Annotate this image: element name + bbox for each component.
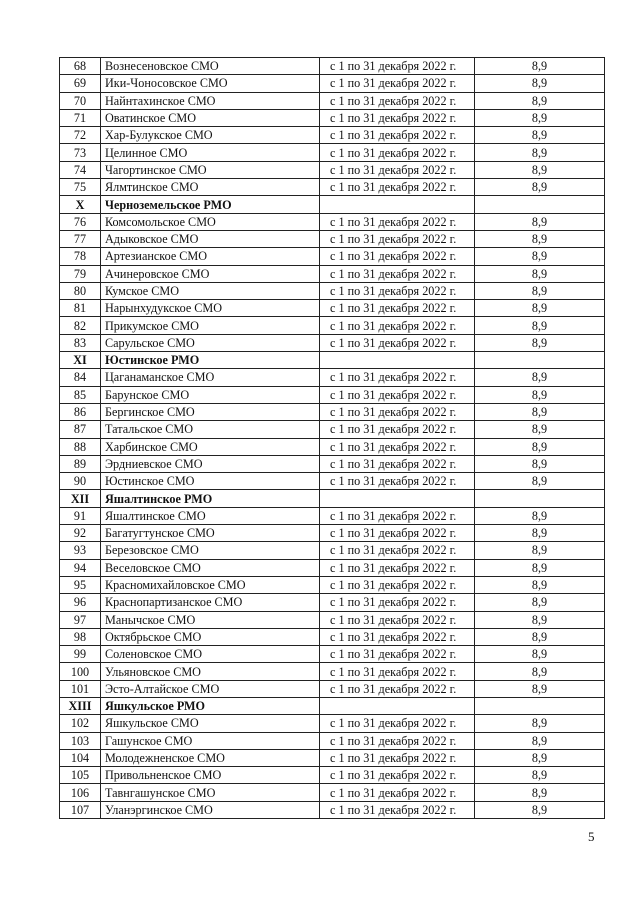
table-row (60, 109, 605, 126)
municipality-name-cell: Красномихайловское СМО (101, 576, 320, 593)
municipality-name-cell: Молодежненское СМО (101, 749, 320, 766)
table-row (60, 715, 605, 732)
municipality-name-cell: Целинное СМО (101, 144, 320, 161)
value-cell (475, 490, 605, 507)
period-cell: с 1 по 31 декабря 2022 г. (320, 317, 475, 334)
municipality-name-cell: Багатугтунское СМО (101, 525, 320, 542)
period-cell: с 1 по 31 декабря 2022 г. (320, 127, 475, 144)
municipality-name-cell: Нарынхудукское СМО (101, 300, 320, 317)
period-cell: с 1 по 31 декабря 2022 г. (320, 438, 475, 455)
municipality-name-cell: Кумское СМО (101, 282, 320, 299)
municipality-name-cell: Цаганаманское СМО (101, 369, 320, 386)
period-cell: с 1 по 31 декабря 2022 г. (320, 594, 475, 611)
period-cell: с 1 по 31 декабря 2022 г. (320, 628, 475, 645)
row-number-cell: 99 (60, 646, 101, 663)
row-number-cell: 79 (60, 265, 101, 282)
period-cell: с 1 по 31 декабря 2022 г. (320, 801, 475, 818)
value-cell: 8,9 (475, 576, 605, 593)
period-cell: с 1 по 31 декабря 2022 г. (320, 230, 475, 247)
municipality-name-cell: Эрдниевское СМО (101, 455, 320, 472)
table-row (60, 179, 605, 196)
table-row (60, 594, 605, 611)
table-row (60, 248, 605, 265)
municipality-name-cell: Прикумское СМО (101, 317, 320, 334)
period-cell: с 1 по 31 декабря 2022 г. (320, 179, 475, 196)
section-row (60, 352, 605, 369)
value-cell: 8,9 (475, 127, 605, 144)
municipality-name-cell: Ульяновское СМО (101, 663, 320, 680)
municipality-name-cell: Яшалтинское РМО (101, 490, 320, 507)
municipality-name-cell: Найнтахинское СМО (101, 92, 320, 109)
value-cell: 8,9 (475, 473, 605, 490)
row-number-cell: 93 (60, 542, 101, 559)
table-row (60, 767, 605, 784)
municipality-name-cell: Черноземельское РМО (101, 196, 320, 213)
table-row (60, 403, 605, 420)
value-cell: 8,9 (475, 525, 605, 542)
municipality-name-cell: Ялмтинское СМО (101, 179, 320, 196)
period-cell: с 1 по 31 декабря 2022 г. (320, 767, 475, 784)
value-cell: 8,9 (475, 300, 605, 317)
row-number-cell: 92 (60, 525, 101, 542)
period-cell: с 1 по 31 декабря 2022 г. (320, 58, 475, 75)
table-row (60, 749, 605, 766)
municipality-name-cell: Яшалтинское СМО (101, 507, 320, 524)
row-number-cell: XIII (60, 697, 101, 714)
table-row (60, 421, 605, 438)
period-cell: с 1 по 31 декабря 2022 г. (320, 265, 475, 282)
period-cell: с 1 по 31 декабря 2022 г. (320, 507, 475, 524)
period-cell: с 1 по 31 декабря 2022 г. (320, 715, 475, 732)
table-row (60, 646, 605, 663)
period-cell: с 1 по 31 декабря 2022 г. (320, 749, 475, 766)
period-cell (320, 352, 475, 369)
municipality-name-cell: Сарульское СМО (101, 334, 320, 351)
value-cell: 8,9 (475, 594, 605, 611)
municipality-name-cell: Барунское СМО (101, 386, 320, 403)
value-cell (475, 196, 605, 213)
table-row (60, 213, 605, 230)
period-cell: с 1 по 31 декабря 2022 г. (320, 421, 475, 438)
value-cell: 8,9 (475, 213, 605, 230)
value-cell: 8,9 (475, 334, 605, 351)
municipality-name-cell: Юстинское РМО (101, 352, 320, 369)
municipality-name-cell: Соленовское СМО (101, 646, 320, 663)
row-number-cell: 77 (60, 230, 101, 247)
value-cell: 8,9 (475, 369, 605, 386)
municipality-name-cell: Оватинское СМО (101, 109, 320, 126)
period-cell: с 1 по 31 декабря 2022 г. (320, 784, 475, 801)
row-number-cell: 94 (60, 559, 101, 576)
row-number-cell: 78 (60, 248, 101, 265)
value-cell: 8,9 (475, 455, 605, 472)
value-cell: 8,9 (475, 421, 605, 438)
value-cell: 8,9 (475, 403, 605, 420)
value-cell: 8,9 (475, 628, 605, 645)
table-row (60, 144, 605, 161)
period-cell: с 1 по 31 декабря 2022 г. (320, 542, 475, 559)
period-cell: с 1 по 31 декабря 2022 г. (320, 369, 475, 386)
row-number-cell: 91 (60, 507, 101, 524)
municipality-name-cell: Краснопартизанское СМО (101, 594, 320, 611)
table-row (60, 473, 605, 490)
row-number-cell: 102 (60, 715, 101, 732)
row-number-cell: X (60, 196, 101, 213)
value-cell: 8,9 (475, 767, 605, 784)
value-cell: 8,9 (475, 680, 605, 697)
municipality-name-cell: Татальское СМО (101, 421, 320, 438)
municipality-name-cell: Хар-Булукское СМО (101, 127, 320, 144)
period-cell: с 1 по 31 декабря 2022 г. (320, 213, 475, 230)
table-row (60, 576, 605, 593)
table-row (60, 628, 605, 645)
table-row (60, 732, 605, 749)
value-cell: 8,9 (475, 732, 605, 749)
period-cell: с 1 по 31 декабря 2022 г. (320, 109, 475, 126)
table-row (60, 265, 605, 282)
row-number-cell: 69 (60, 75, 101, 92)
table-row (60, 161, 605, 178)
table-row (60, 58, 605, 75)
municipality-name-cell: Привольненское СМО (101, 767, 320, 784)
period-cell: с 1 по 31 декабря 2022 г. (320, 386, 475, 403)
row-number-cell: 80 (60, 282, 101, 299)
table-row (60, 801, 605, 818)
row-number-cell: 104 (60, 749, 101, 766)
period-cell: с 1 по 31 декабря 2022 г. (320, 403, 475, 420)
municipality-name-cell: Адыковское СМО (101, 230, 320, 247)
value-cell: 8,9 (475, 715, 605, 732)
row-number-cell: 90 (60, 473, 101, 490)
municipality-name-cell: Тавнгашунское СМО (101, 784, 320, 801)
period-cell: с 1 по 31 декабря 2022 г. (320, 144, 475, 161)
municipality-name-cell: Ачинеровское СМО (101, 265, 320, 282)
row-number-cell: 101 (60, 680, 101, 697)
section-row (60, 490, 605, 507)
section-row (60, 697, 605, 714)
period-cell (320, 697, 475, 714)
period-cell: с 1 по 31 декабря 2022 г. (320, 300, 475, 317)
period-cell: с 1 по 31 декабря 2022 г. (320, 334, 475, 351)
table-row (60, 317, 605, 334)
period-cell: с 1 по 31 декабря 2022 г. (320, 161, 475, 178)
row-number-cell: 88 (60, 438, 101, 455)
row-number-cell: 103 (60, 732, 101, 749)
row-number-cell: 74 (60, 161, 101, 178)
row-number-cell: 72 (60, 127, 101, 144)
municipality-name-cell: Октябрьское СМО (101, 628, 320, 645)
value-cell: 8,9 (475, 230, 605, 247)
table-row (60, 282, 605, 299)
row-number-cell: 95 (60, 576, 101, 593)
table-body (60, 58, 605, 819)
municipality-name-cell: Артезианское СМО (101, 248, 320, 265)
value-cell: 8,9 (475, 611, 605, 628)
value-cell: 8,9 (475, 507, 605, 524)
table-row (60, 559, 605, 576)
row-number-cell: 96 (60, 594, 101, 611)
municipality-name-cell: Яшкульское СМО (101, 715, 320, 732)
period-cell: с 1 по 31 декабря 2022 г. (320, 75, 475, 92)
section-row (60, 196, 605, 213)
value-cell: 8,9 (475, 75, 605, 92)
table-row (60, 75, 605, 92)
value-cell: 8,9 (475, 438, 605, 455)
table-row (60, 663, 605, 680)
page-number: 5 (588, 829, 595, 844)
table-row (60, 507, 605, 524)
table-row (60, 525, 605, 542)
municipality-name-cell: Березовское СМО (101, 542, 320, 559)
value-cell: 8,9 (475, 248, 605, 265)
period-cell: с 1 по 31 декабря 2022 г. (320, 646, 475, 663)
row-number-cell: 71 (60, 109, 101, 126)
municipality-name-cell: Гашунское СМО (101, 732, 320, 749)
row-number-cell: 85 (60, 386, 101, 403)
table-row (60, 92, 605, 109)
row-number-cell: XII (60, 490, 101, 507)
value-cell: 8,9 (475, 179, 605, 196)
period-cell: с 1 по 31 декабря 2022 г. (320, 576, 475, 593)
value-cell: 8,9 (475, 646, 605, 663)
row-number-cell: 68 (60, 58, 101, 75)
value-cell: 8,9 (475, 559, 605, 576)
table-row (60, 300, 605, 317)
value-cell: 8,9 (475, 58, 605, 75)
value-cell: 8,9 (475, 282, 605, 299)
value-cell: 8,9 (475, 784, 605, 801)
table-row (60, 334, 605, 351)
row-number-cell: 73 (60, 144, 101, 161)
municipality-name-cell: Веселовское СМО (101, 559, 320, 576)
period-cell: с 1 по 31 декабря 2022 г. (320, 473, 475, 490)
table-row (60, 611, 605, 628)
value-cell (475, 352, 605, 369)
value-cell: 8,9 (475, 801, 605, 818)
table-row (60, 455, 605, 472)
table-row (60, 542, 605, 559)
period-cell: с 1 по 31 декабря 2022 г. (320, 282, 475, 299)
row-number-cell: 82 (60, 317, 101, 334)
period-cell: с 1 по 31 декабря 2022 г. (320, 525, 475, 542)
municipality-name-cell: Уланэргинское СМО (101, 801, 320, 818)
row-number-cell: 87 (60, 421, 101, 438)
municipality-name-cell: Комсомольское СМО (101, 213, 320, 230)
row-number-cell: 75 (60, 179, 101, 196)
municipality-table (59, 57, 605, 819)
period-cell: с 1 по 31 декабря 2022 г. (320, 680, 475, 697)
row-number-cell: 86 (60, 403, 101, 420)
table-row (60, 369, 605, 386)
period-cell: с 1 по 31 декабря 2022 г. (320, 663, 475, 680)
table-row (60, 127, 605, 144)
value-cell: 8,9 (475, 161, 605, 178)
row-number-cell: 100 (60, 663, 101, 680)
municipality-name-cell: Яшкульское РМО (101, 697, 320, 714)
value-cell (475, 697, 605, 714)
municipality-name-cell: Вознесеновское СМО (101, 58, 320, 75)
table-row (60, 386, 605, 403)
period-cell: с 1 по 31 декабря 2022 г. (320, 248, 475, 265)
period-cell: с 1 по 31 декабря 2022 г. (320, 559, 475, 576)
municipality-name-cell: Ики-Чоносовское СМО (101, 75, 320, 92)
value-cell: 8,9 (475, 144, 605, 161)
period-cell: с 1 по 31 декабря 2022 г. (320, 92, 475, 109)
row-number-cell: 70 (60, 92, 101, 109)
municipality-name-cell: Эсто-Алтайское СМО (101, 680, 320, 697)
municipality-name-cell: Харбинское СМО (101, 438, 320, 455)
row-number-cell: 105 (60, 767, 101, 784)
row-number-cell: 106 (60, 784, 101, 801)
table-row (60, 230, 605, 247)
period-cell: с 1 по 31 декабря 2022 г. (320, 611, 475, 628)
table-row (60, 680, 605, 697)
period-cell: с 1 по 31 декабря 2022 г. (320, 455, 475, 472)
row-number-cell: 89 (60, 455, 101, 472)
value-cell: 8,9 (475, 317, 605, 334)
row-number-cell: 81 (60, 300, 101, 317)
municipality-name-cell: Чагортинское СМО (101, 161, 320, 178)
period-cell (320, 490, 475, 507)
value-cell: 8,9 (475, 386, 605, 403)
period-cell (320, 196, 475, 213)
row-number-cell: 84 (60, 369, 101, 386)
value-cell: 8,9 (475, 92, 605, 109)
row-number-cell: 97 (60, 611, 101, 628)
table-row (60, 438, 605, 455)
municipality-name-cell: Манычское СМО (101, 611, 320, 628)
row-number-cell: XI (60, 352, 101, 369)
value-cell: 8,9 (475, 265, 605, 282)
row-number-cell: 107 (60, 801, 101, 818)
value-cell: 8,9 (475, 109, 605, 126)
value-cell: 8,9 (475, 542, 605, 559)
row-number-cell: 83 (60, 334, 101, 351)
municipality-name-cell: Бергинское СМО (101, 403, 320, 420)
period-cell: с 1 по 31 декабря 2022 г. (320, 732, 475, 749)
row-number-cell: 76 (60, 213, 101, 230)
table-row (60, 784, 605, 801)
value-cell: 8,9 (475, 663, 605, 680)
row-number-cell: 98 (60, 628, 101, 645)
value-cell: 8,9 (475, 749, 605, 766)
municipality-name-cell: Юстинское СМО (101, 473, 320, 490)
